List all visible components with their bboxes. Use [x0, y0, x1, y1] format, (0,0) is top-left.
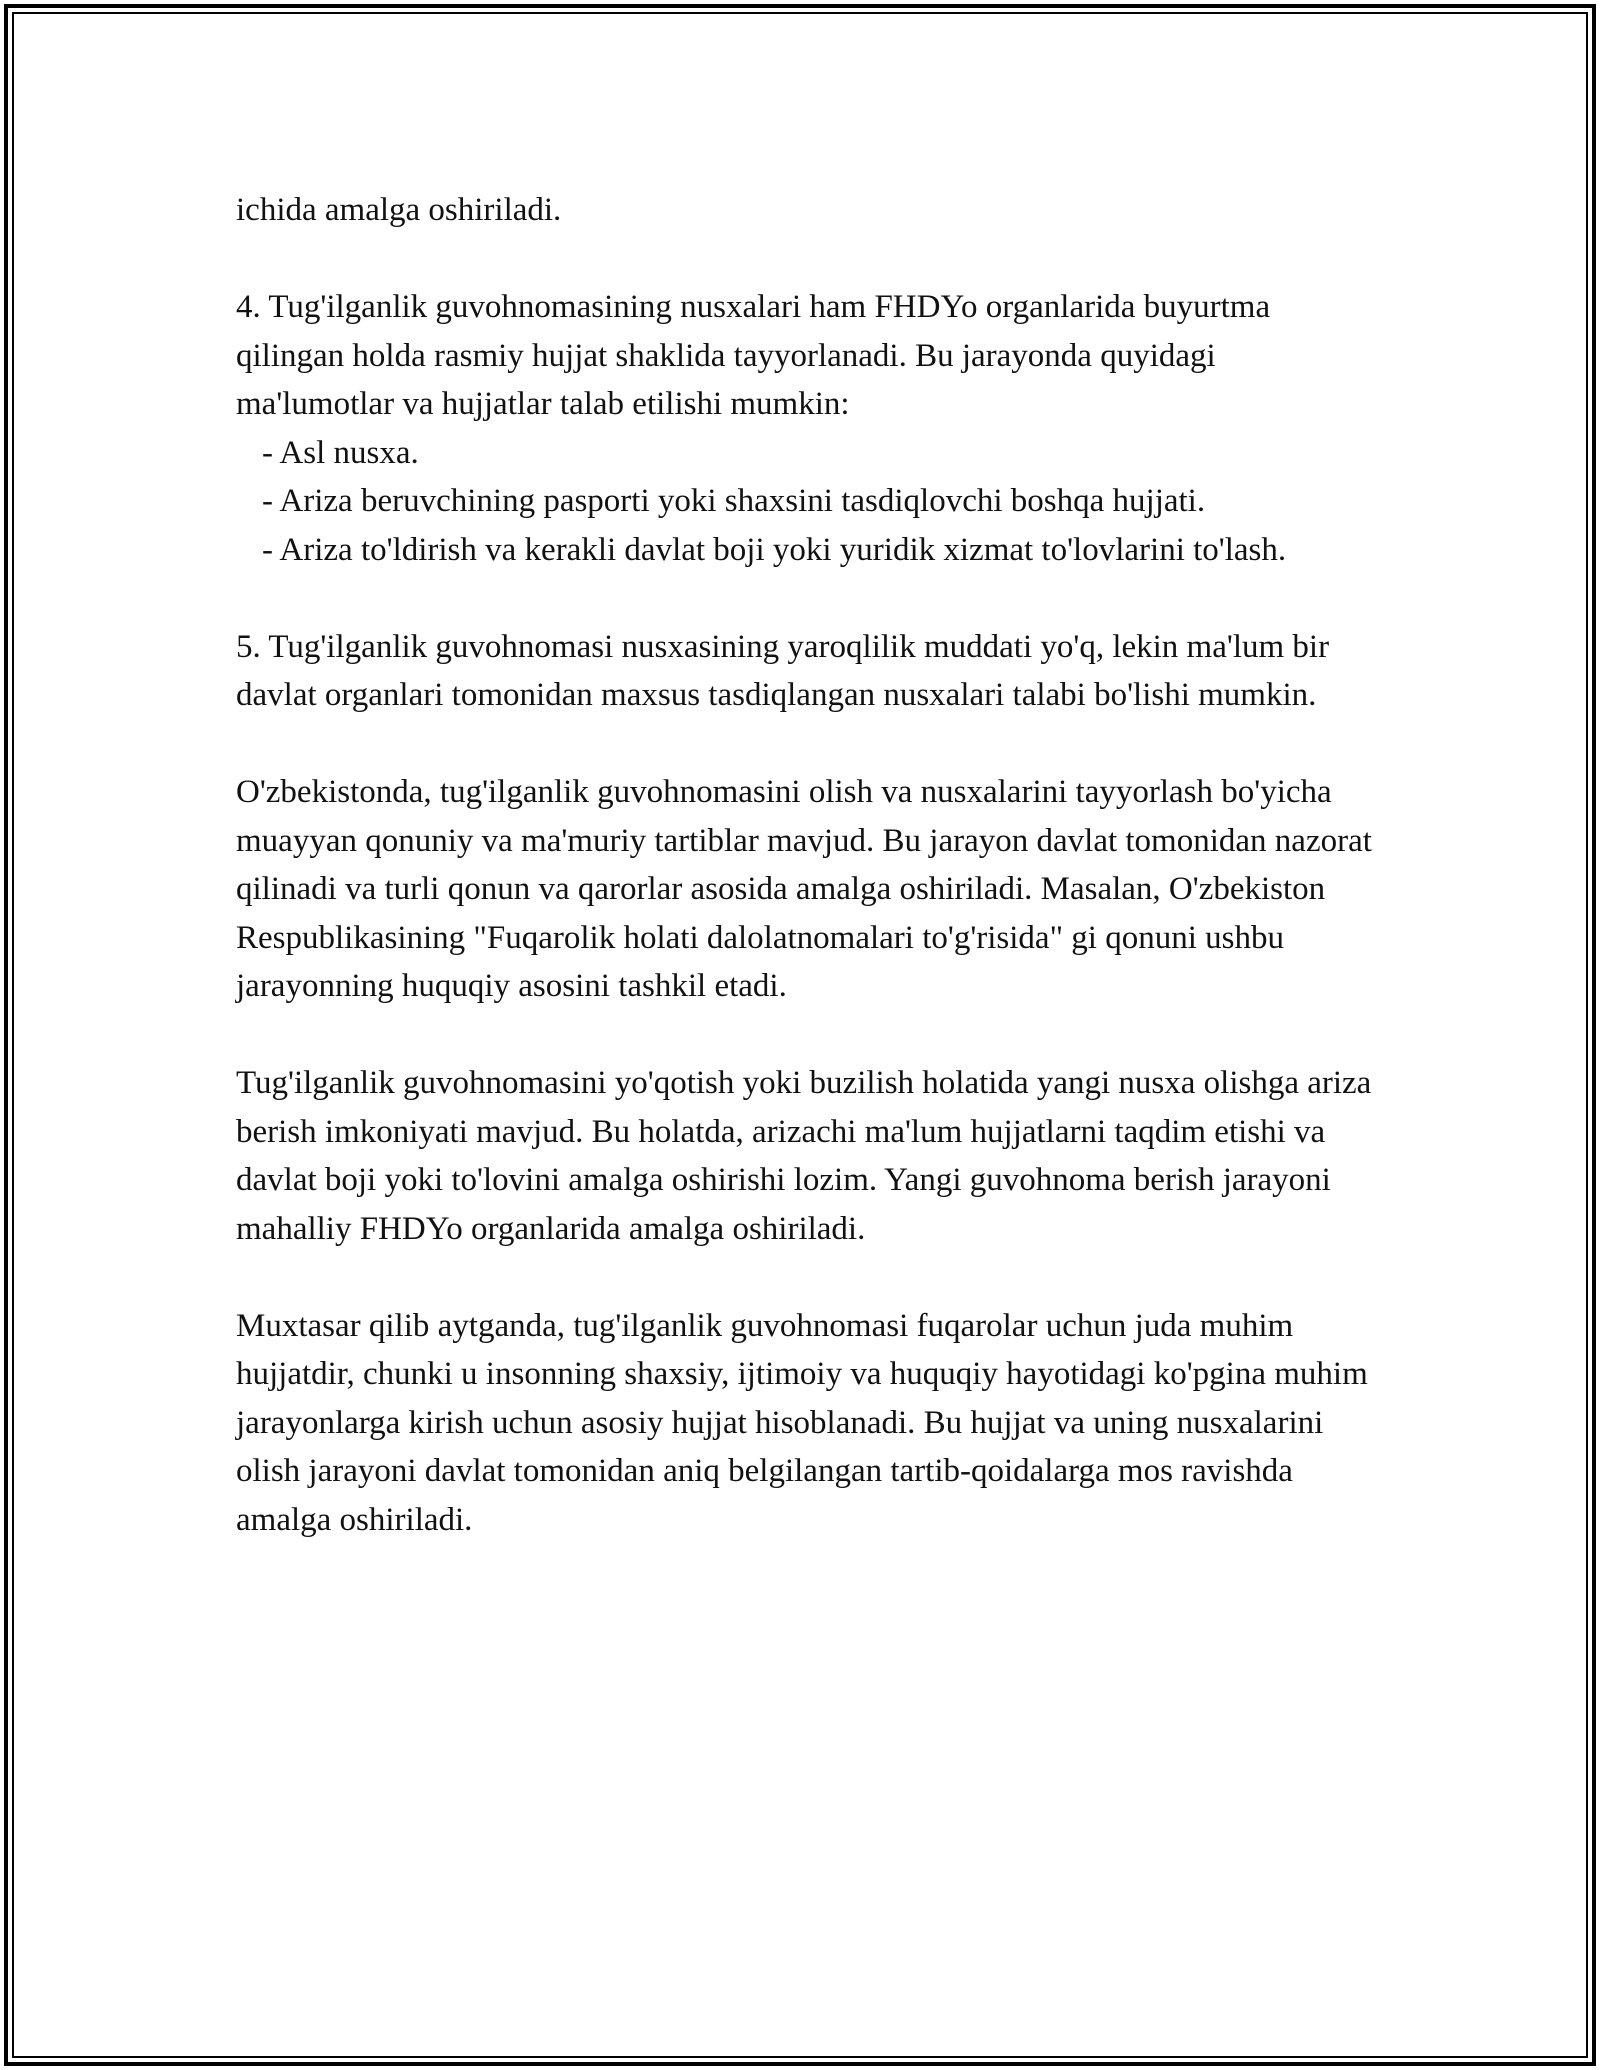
requirements-list	[236, 429, 1376, 575]
paragraph-item-5: 5. Tug'ilganlik guvohnomasi nusxasining yaroqlilik muddati yo'q, lekin ma'lum bir davlat organlari tomonidan maxsus tasdiqlangan nusxalari talabi bo'lishi mumkin.	[236, 628, 1338, 713]
list-item: - Ariza to'ldirish va kerakli davlat boji yoki yuridik xizmat to'lovlarini to'lash.	[262, 531, 1287, 568]
paragraph-item-4: 4. Tug'ilganlik guvohnomasining nusxalari ham FHDYo organlarida buyurtma qilingan holda rasmiy hujjat shaklida tayyorlanadi. Bu jarayonda quyidagi ma'lumotlar va hujjatlar talab etilishi mumkin:	[236, 289, 1279, 422]
paragraph-summary: Muxtasar qilib aytganda, tug'ilganlik guvohnomasi fuqarolar uchun juda muhim hujjatdir, chunki u insonning shaxsiy, ijtimoiy va huquqiy hayotidagi ko'pgina muhim jarayonlarga kirish uchun asosiy hujjat hisoblanadi. Bu hujjat va uning nusxalarini olish jarayoni davlat tomonidan aniq belgilangan tartib-qoidalarga mos ravishda amalga oshiriladi.	[236, 1307, 1376, 1538]
list-item: - Asl nusxa.	[262, 434, 419, 471]
paragraph-replacement: Tug'ilganlik guvohnomasini yo'qotish yoki buzilish holatida yangi nusxa olishga ariza berish imkoniyati mavjud. Bu holatda, arizachi ma'lum hujjatlarni taqdim etishi va davlat boji yoki to'lovini amalga oshirishi lozim. Yangi guvohnoma berish jarayoni mahalliy FHDYo organlarida amalga oshiriladi.	[236, 1065, 1380, 1247]
paragraph-continuation: ichida amalga oshiriladi.	[236, 192, 562, 228]
list-item: - Ariza beruvchining pasporti yoki shaxsini tasdiqlovchi boshqa hujjati.	[262, 483, 1206, 519]
document-body	[236, 186, 1381, 1593]
paragraph-legal-basis: O'zbekistonda, tug'ilganlik guvohnomasini olish va nusxalarini tayyorlash bo'yicha muayyan qonuniy va ma'muriy tartiblar mavjud. Bu jarayon davlat tomonidan nazorat qilinadi va turli qonun va qarorlar asosida amalga oshiriladi. Masalan, O'zbekiston Respublikasining "Fuqarolik holati dalolatnomalari to'g'risida" gi qonuni ushbu jarayonning huquqiy asosini tashkil etadi.	[236, 774, 1381, 1004]
